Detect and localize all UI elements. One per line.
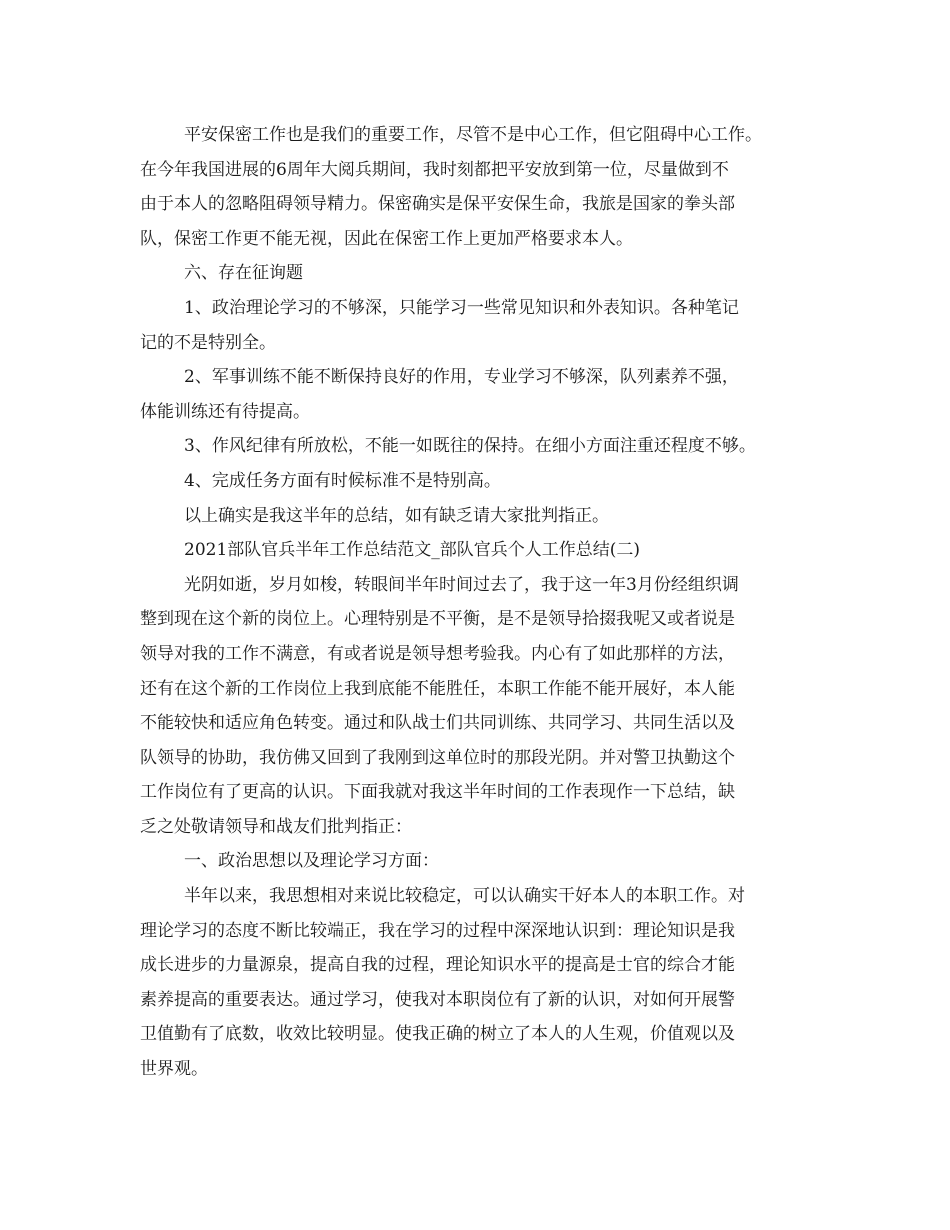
- text-line: 成长进步的力量源泉，提高自我的过程，理论知识水平的提高是士官的综合才能: [140, 955, 735, 976]
- text-line: 世界观。: [140, 1059, 208, 1080]
- document-body: [140, 118, 830, 1087]
- text-line: 领导对我的工作不满意，有或者说是领导想考验我。内心有了如此那样的方法，: [140, 643, 735, 664]
- text-line: 理论学习的态度不断比较端正，我在学习的过程中深深地认识到：理论知识是我: [140, 920, 735, 941]
- text-line: 光阴如逝，岁月如梭，转眼间半年时间过去了，我于这一年3月份经组织调: [184, 574, 739, 595]
- text-line: 队领导的协助，我仿佛又回到了我刚到这单位时的那段光阴。并对警卫执勤这个: [140, 747, 735, 768]
- text-line: 一、政治思想以及理论学习方面：: [184, 851, 439, 872]
- text-line: 素养提高的重要表达。通过学习，使我对本职岗位有了新的认识，对如何开展警: [140, 989, 735, 1010]
- text-line: 整到现在这个新的岗位上。心理特别是不平衡，是不是领导拾掇我呢又或者说是: [140, 609, 735, 630]
- text-line: 平安保密工作也是我们的重要工作，尽管不是中心工作，但它阻碍中心工作。: [184, 125, 762, 145]
- text-line: 2021部队官兵半年工作总结范文_部队官兵个人工作总结(二): [184, 540, 641, 561]
- text-line: 3、作风纪律有所放松，不能一如既往的保持。在细小方面注重还程度不够。: [184, 436, 756, 457]
- text-line: 乏之处敬请领导和战友们批判指正：: [140, 816, 412, 837]
- text-line: 不能较快和适应角色转变。通过和队战士们共同训练、共同学习、共同生活以及: [140, 713, 735, 734]
- text-line: 工作岗位有了更高的认识。下面我就对我这半年时间的工作表现作一下总结，缺: [140, 782, 735, 803]
- text-line: 1、政治理论学习的不够深，只能学习一些常见知识和外表知识。各种笔记: [184, 297, 739, 318]
- text-line: 2、军事训练不能不断保持良好的作用，专业学习不够深，队列素养不强，: [184, 367, 739, 388]
- text-line: 记的不是特别全。: [140, 332, 276, 353]
- text-line: 半年以来，我思想相对来说比较稳定，可以认确实干好本人的本职工作。对: [184, 886, 745, 907]
- text-line: 以上确实是我这半年的总结，如有缺乏请大家批判指正。: [184, 505, 609, 526]
- text-line: 4、完成任务方面有时候标准不是特别高。: [184, 470, 501, 491]
- text-line: 队，保密工作更不能无视，因此在保密工作上更加严格要求本人。: [140, 228, 633, 249]
- text-line: 卫值勤有了底数，收效比较明显。使我正确的树立了本人的人生观，价值观以及: [140, 1024, 735, 1045]
- text-line: 还有在这个新的工作岗位上我到底能不能胜任，本职工作能不能开展好，本人能: [140, 678, 735, 699]
- text-line: 在今年我国进展的6周年大阅兵期间，我时刻都把平安放到第一位，尽量做到不: [140, 159, 729, 180]
- text-line: 体能训练还有待提高。: [140, 401, 310, 422]
- text-line: 六、存在征询题: [184, 263, 303, 284]
- text-line: 由于本人的忽略阻碍领导精力。保密确实是保平安保生命，我旅是国家的拳头部: [140, 194, 735, 215]
